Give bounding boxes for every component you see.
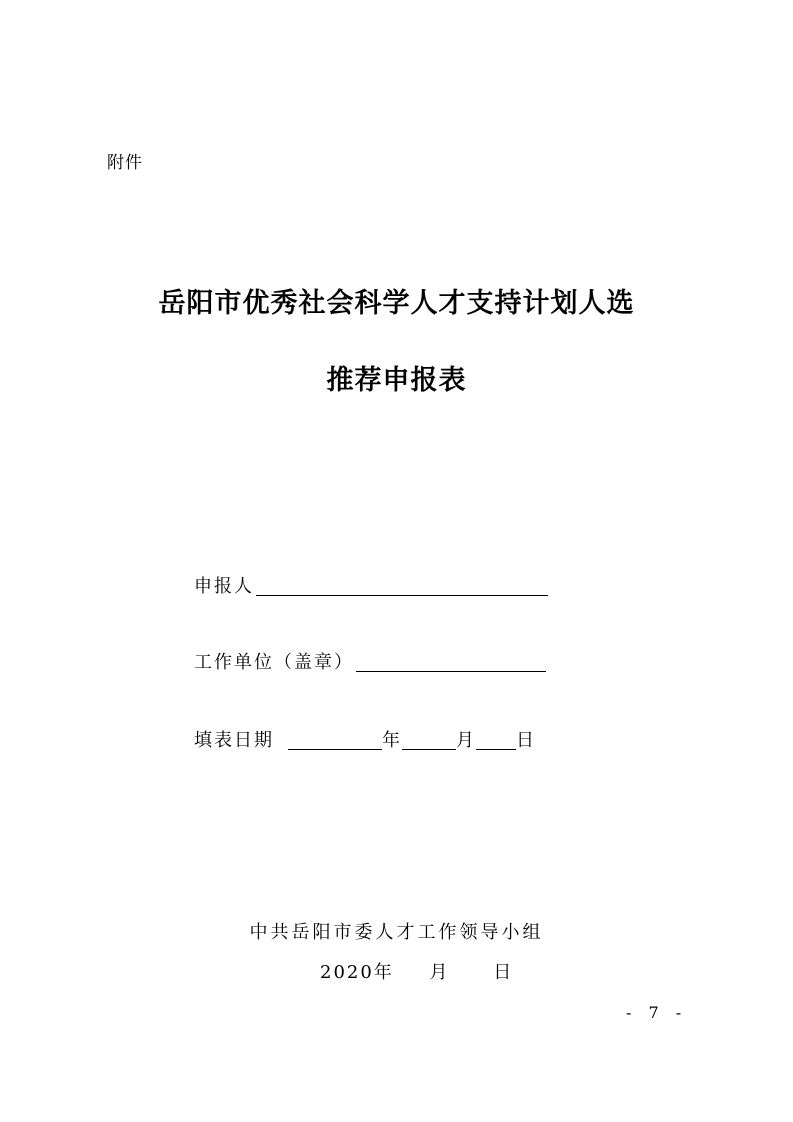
- fill-date-label: 填表日期: [194, 730, 274, 751]
- issue-date-year: 2020年: [320, 962, 394, 983]
- fill-date-month-char: 月: [456, 730, 476, 751]
- attachment-label: 附件: [107, 153, 143, 173]
- issue-date-month-char: 月: [429, 962, 448, 983]
- fill-date-day-char: 日: [516, 730, 536, 751]
- work-unit-label: 工作单位（盖章）: [194, 652, 354, 673]
- fill-date-month-blank[interactable]: [402, 729, 456, 750]
- work-unit-blank-line[interactable]: [356, 651, 546, 672]
- applicant-label: 申报人: [194, 576, 254, 597]
- applicant-field-row: [194, 572, 548, 598]
- form-title-line-1: 岳阳市优秀社会科学人才支持计划人选: [158, 288, 635, 319]
- fill-date-year-char: 年: [382, 730, 402, 751]
- page-number: - 7 -: [626, 1003, 688, 1022]
- issue-date: [320, 958, 511, 984]
- issue-date-day-char: 日: [493, 962, 512, 983]
- work-unit-field-row: [194, 648, 546, 674]
- fill-date-year-blank[interactable]: [288, 729, 382, 750]
- issuing-organization: 中共岳阳市委人才工作领导小组: [249, 922, 544, 943]
- fill-date-field-row: [194, 726, 536, 752]
- fill-date-day-blank[interactable]: [476, 729, 516, 750]
- form-title-line-2: 推荐申报表: [326, 365, 467, 396]
- applicant-blank-line[interactable]: [256, 575, 548, 596]
